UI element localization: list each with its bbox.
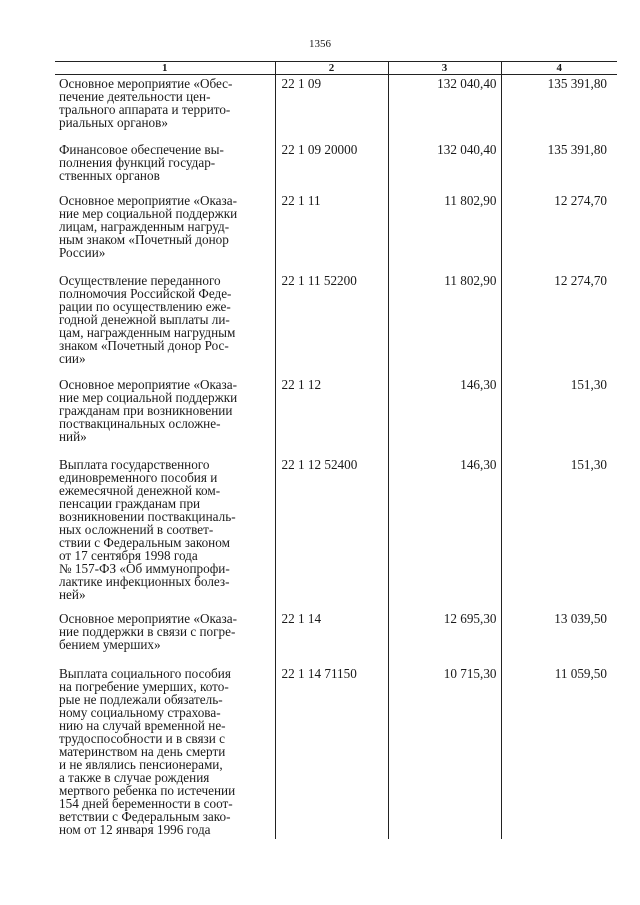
row-code: 22 1 12 xyxy=(275,376,388,456)
row-description: Основное мероприятие «Оказа- ние мер социальной поддержки гражданам при возникновении поствакцинальных осложне- ний» xyxy=(59,376,238,444)
row-value-col4: 13 039,50 xyxy=(501,610,617,665)
table-row xyxy=(55,610,617,665)
page-number: 1356 xyxy=(309,38,331,50)
row-value-col3: 146,30 xyxy=(388,376,501,456)
row-value-col3: 11 802,90 xyxy=(388,192,501,272)
row-code: 22 1 14 71150 xyxy=(275,665,388,839)
table-row xyxy=(55,75,617,141)
table-header-row xyxy=(55,62,617,75)
column-header-2: 2 xyxy=(275,62,388,75)
row-description: Основное мероприятие «Оказа- ние поддержки в связи с погре- бением умерших» xyxy=(59,610,237,652)
table-row xyxy=(55,376,617,456)
row-code: 22 1 11 52200 xyxy=(275,272,388,376)
row-value-col3: 11 802,90 xyxy=(388,272,501,376)
row-description: Выплата социального пособия на погребение умерших, кото- рые не подлежали обязатель- ному социальному страхова- нию на случай временной не- трудоспособности и в связи с материнством на день смерти и не являлись пенсионерами, а также в случае рождения мертвого ребенка по истечении 154 дней беременности в соот- ветствии с Федеральным зако- ном от 12 января 1996 года xyxy=(59,665,236,837)
row-code: 22 1 09 xyxy=(275,75,388,141)
row-description: Основное мероприятие «Оказа- ние мер социальной поддержки лицам, награжденным нагруд- ным знаком «Почетный донор России» xyxy=(59,192,238,260)
budget-table xyxy=(55,61,617,839)
row-code: 22 1 11 xyxy=(275,192,388,272)
row-value-col4: 12 274,70 xyxy=(501,272,617,376)
column-header-4: 4 xyxy=(501,62,617,75)
row-code: 22 1 12 52400 xyxy=(275,456,388,610)
row-description: Выплата государственного единовременного пособия и ежемесячной денежной ком- пенсации гражданам при возникновении поствакциналь- ных осложнений в соответ- ствии с Федеральным законом от 17 сентября 1998 года № 157-ФЗ «Об иммунопрофи- лактике инфекционных болез- ней» xyxy=(59,456,236,602)
column-header-1: 1 xyxy=(55,62,275,75)
row-value-col3: 146,30 xyxy=(388,456,501,610)
table-row xyxy=(55,272,617,376)
row-description: Осуществление переданного полномочия Российской Феде- рации по осуществлению еже- годной денежной выплаты ли- цам, награжденным нагрудным знаком «Почетный донор Рос- сии» xyxy=(59,272,236,366)
table-row xyxy=(55,141,617,192)
row-value-col3: 132 040,40 xyxy=(388,141,501,192)
row-value-col4: 135 391,80 xyxy=(501,141,617,192)
row-description: Основное мероприятие «Обес- печение деятельности цен- трального аппарата и террито- риальных органов» xyxy=(59,76,233,130)
row-value-col4: 135 391,80 xyxy=(501,75,617,141)
row-code: 22 1 09 20000 xyxy=(275,141,388,192)
table-row xyxy=(55,456,617,610)
table-row xyxy=(55,665,617,839)
column-header-3: 3 xyxy=(388,62,501,75)
row-value-col4: 12 274,70 xyxy=(501,192,617,272)
row-code: 22 1 14 xyxy=(275,610,388,665)
row-value-col4: 151,30 xyxy=(501,456,617,610)
row-value-col3: 132 040,40 xyxy=(388,75,501,141)
table-row xyxy=(55,192,617,272)
row-description: Финансовое обеспечение вы- полнения функций государ- ственных органов xyxy=(59,141,224,183)
row-value-col4: 151,30 xyxy=(501,376,617,456)
row-value-col4: 11 059,50 xyxy=(501,665,617,839)
row-value-col3: 12 695,30 xyxy=(388,610,501,665)
row-value-col3: 10 715,30 xyxy=(388,665,501,839)
